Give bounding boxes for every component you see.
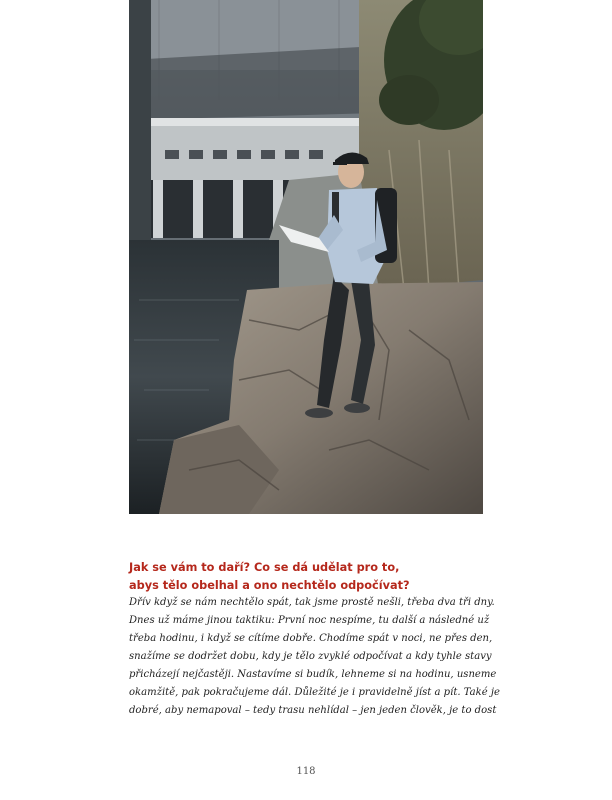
answer-line: okamžitě, pak pokračujeme dál. Důležité je i pravidelně jíst a pít. Také je xyxy=(129,687,500,698)
answer-line: snažíme se dodržet dobu, kdy je tělo zvyklé odpočívat a kdy tyhle stavy xyxy=(129,651,492,662)
interview-answer xyxy=(129,594,500,720)
answer-line: Dřív když se nám nechtělo spát, tak jsme prostě nešli, třeba dva tři dny. xyxy=(129,597,495,608)
hiker-photo xyxy=(129,0,483,514)
question-line: abys tělo obelhal a ono nechtělo odpočívat? xyxy=(129,579,410,592)
answer-line: Dnes už máme jinou taktiku: První noc nespíme, tu další a následné už xyxy=(129,615,490,626)
interview-question xyxy=(129,559,489,595)
answer-line: přicházejí nejčastěji. Nastavíme si budík, lehneme si na hodinu, usneme xyxy=(129,669,497,680)
page-number: 118 xyxy=(296,766,316,777)
question-line: Jak se vám to daří? Co se dá udělat pro to, xyxy=(129,561,400,574)
answer-line: dobré, aby nemapoval – tedy trasu nehlídal – jen jeden člověk, je to dost xyxy=(129,705,497,716)
answer-line: třeba hodinu, i když se cítíme dobře. Chodíme spát v noci, ne přes den, xyxy=(129,633,493,644)
